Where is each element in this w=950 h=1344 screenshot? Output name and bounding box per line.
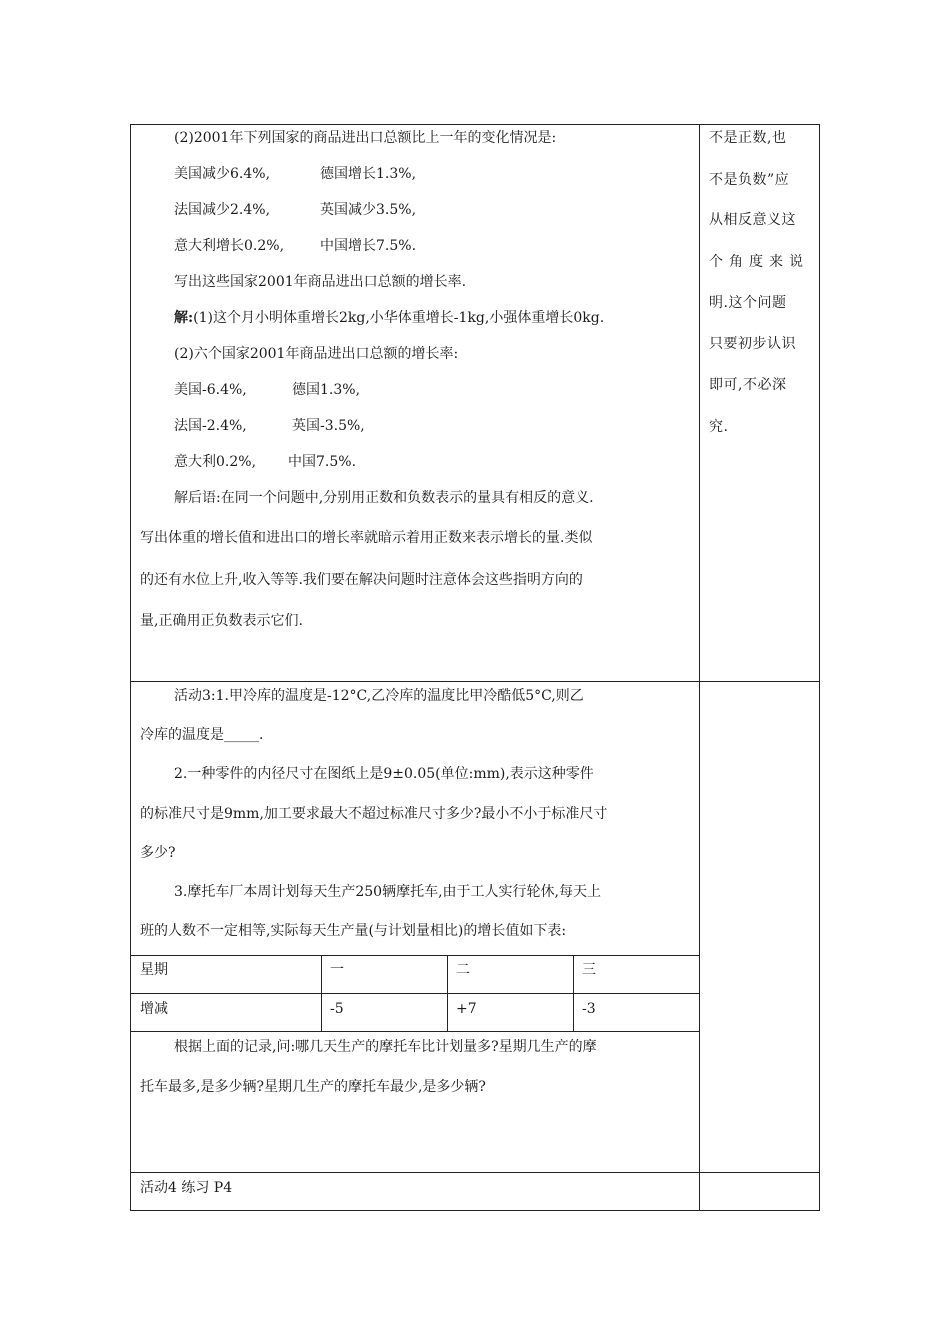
table-value-tuesday: +7	[456, 1001, 477, 1017]
data-table-top	[130, 955, 700, 956]
answer-italy: 意大利0.2%,	[174, 454, 257, 470]
answer-label: 解:	[174, 310, 194, 326]
table-value-wednesday: -3	[582, 1001, 596, 1017]
answer-line-2: (2)六个国家2001年商品进出口总额的增长率:	[174, 346, 459, 362]
side-note-line-8: 究.	[709, 419, 729, 435]
comment-line-1: 解后语:在同一个问题中,分别用正数和负数表示的量具有相反的意义.	[174, 490, 594, 506]
answer-text: (1)这个月小明体重增长2kg,小华体重增长-1kg,小强体重增长0kg.	[193, 310, 605, 326]
row-divider-1	[130, 681, 820, 682]
side-note-line-7: 即可,不必深	[709, 377, 787, 393]
answer-germany: 德国1.3%,	[292, 382, 361, 398]
answer-line-1	[174, 308, 604, 328]
answer-uk: 英国-3.5%,	[292, 418, 365, 434]
activity3-q1-line-1: 活动3:1.甲冷库的温度是-12°C,乙冷库的温度比甲冷酷低5°C,则乙	[174, 688, 584, 704]
country-change-france: 法国减少2.4%,	[174, 202, 271, 218]
answer-china: 中国7.5%.	[288, 454, 357, 470]
table-header-tuesday: 二	[456, 962, 470, 978]
problem-2-intro: (2)2001年下列国家的商品进出口总额比上一年的变化情况是:	[174, 130, 557, 146]
side-note-line-5: 明.这个问题	[709, 295, 787, 311]
activity3-q2-line-1: 2.一种零件的内径尺寸在图纸上是9±0.05(单位:mm),表示这种零件	[174, 766, 594, 782]
table-row-label: 增减	[140, 1001, 168, 1017]
data-table-mid	[130, 993, 700, 994]
data-table-col-1	[321, 955, 322, 1031]
activity4-label: 活动4 练习 P4	[140, 1180, 233, 1196]
table-header-monday: 一	[330, 962, 344, 978]
after-table-question-line-1: 根据上面的记录,问:哪几天生产的摩托车比计划量多?星期几生产的摩	[174, 1039, 597, 1055]
table-header-wednesday: 三	[582, 962, 596, 978]
side-note-line-2: 不是负数”应	[709, 172, 790, 188]
data-table-col-2	[447, 955, 448, 1031]
activity3-q2-line-2: 的标准尺寸是9mm,加工要求最大不超过标准尺寸多少?最小不小于标准尺寸	[140, 806, 608, 822]
data-table-col-3	[573, 955, 574, 1031]
comment-line-4: 量,正确用正负数表示它们.	[140, 613, 303, 629]
answer-france: 法国-2.4%,	[174, 418, 247, 434]
answer-usa: 美国-6.4%,	[174, 382, 247, 398]
side-note-line-4: 个角度来说	[709, 254, 809, 270]
comment-line-3: 的还有水位上升,收入等等.我们要在解决问题时注意体会这些指明方向的	[140, 572, 583, 588]
activity3-q3-line-1: 3.摩托车厂本周计划每天生产250辆摩托车,由于工人实行轮休,每天上	[174, 884, 601, 900]
country-change-usa: 美国减少6.4%,	[174, 166, 271, 182]
country-change-china: 中国增长7.5%.	[320, 238, 417, 254]
activity3-q1-line-2: 冷库的温度是_____.	[140, 727, 264, 743]
side-note-line-1: 不是正数,也	[709, 130, 787, 146]
country-change-italy: 意大利增长0.2%,	[174, 238, 285, 254]
country-change-uk: 英国减少3.5%,	[320, 202, 417, 218]
problem-2-task: 写出这些国家2001年商品进出口总额的增长率.	[174, 274, 467, 290]
column-divider	[699, 124, 700, 1211]
country-change-germany: 德国增长1.3%,	[320, 166, 417, 182]
activity3-q2-line-3: 多少?	[140, 845, 176, 861]
table-value-monday: -5	[330, 1001, 344, 1017]
comment-line-2: 写出体重的增长值和进出口的增长率就暗示着用正数来表示增长的量.类似	[140, 530, 593, 546]
side-note-line-3: 从相反意义这	[709, 212, 796, 228]
side-note-line-6: 只要初步认识	[709, 336, 796, 352]
table-header-weekday: 星期	[140, 962, 168, 978]
after-table-question-line-2: 托车最多,是多少辆?星期几生产的摩托车最少,是多少辆?	[140, 1079, 486, 1095]
row-divider-2	[130, 1172, 820, 1173]
activity3-q3-line-2: 班的人数不一定相等,实际每天生产量(与计划量相比)的增长值如下表:	[140, 923, 567, 939]
data-table-bottom	[130, 1031, 700, 1032]
